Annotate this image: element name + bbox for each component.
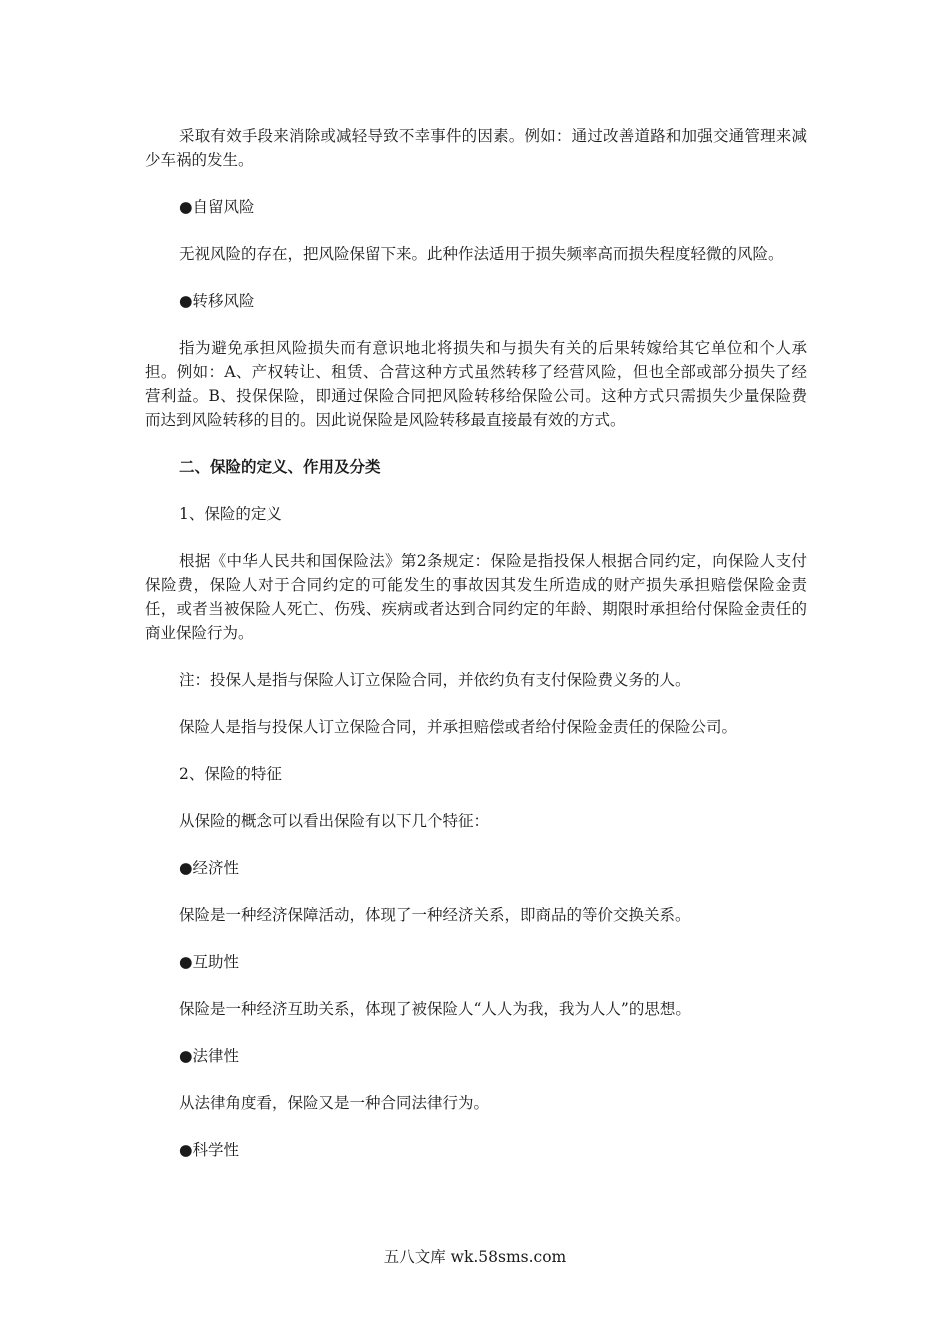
bullet-economic: ●经济性 — [179, 859, 240, 877]
subheading-insurance-features: 2、保险的特征 — [179, 765, 282, 783]
bullet-legal: ●法律性 — [179, 1047, 240, 1065]
section-heading-insurance-definition: 二、保险的定义、作用及分类 — [179, 457, 381, 476]
paragraph-economic: 保险是一种经济保障活动，体现了一种经济关系，即商品的等价交换关系。 — [179, 906, 691, 924]
paragraph-reduce-risk: 采取有效手段来消除或减轻导致不幸事件的因素。例如：通过改善道路和加强交通管理来减少车祸的发生。 — [145, 127, 807, 169]
paragraph-insurance-law-definition: 根据《中华人民共和国保险法》第2条规定：保险是指投保人根据合同约定，向保险人支付保险费，保险人对于合同约定的可能发生的事故因其发生所造成的财产损失承担赔偿保险金责任，或者当被保险人死亡、伤残、疾病或者达到合同约定的年龄、期限时承担给付保险金责任的商业保险行为。 — [145, 552, 807, 642]
bullet-transfer-risk: ●转移风险 — [179, 292, 255, 310]
note-insurer: 保险人是指与投保人订立保险合同，并承担赔偿或者给付保险金责任的保险公司。 — [179, 718, 738, 736]
paragraph-transfer-risk: 指为避免承担风险损失而有意识地北将损失和与损失有关的后果转嫁给其它单位和个人承担。例如：A、产权转让、租赁、合营这种方式虽然转移了经营风险，但也全部或部分损失了经营利益。B、投保保险，即通过保险合同把风险转移给保险公司。这种方式只需损失少量保险费而达到风险转移的目的。因此说保险是风险转移最直接最有效的方式。 — [145, 339, 807, 429]
bullet-retain-risk: ●自留风险 — [179, 198, 255, 216]
paragraph-features-intro: 从保险的概念可以看出保险有以下几个特征： — [179, 812, 490, 830]
bullet-mutual-aid: ●互助性 — [179, 953, 240, 971]
document-body — [145, 124, 807, 1185]
footer-watermark: 五八文库 wk.58sms.com — [383, 1248, 567, 1266]
paragraph-mutual-aid: 保险是一种经济互助关系，体现了被保险人“人人为我，我为人人”的思想。 — [179, 1000, 691, 1018]
bullet-scientific: ●科学性 — [179, 1141, 240, 1159]
paragraph-legal: 从法律角度看，保险又是一种合同法律行为。 — [179, 1094, 490, 1112]
note-policyholder: 注：投保人是指与保险人订立保险合同，并依约负有支付保险费义务的人。 — [179, 671, 691, 689]
subheading-insurance-definition: 1、保险的定义 — [179, 505, 282, 523]
paragraph-retain-risk: 无视风险的存在，把风险保留下来。此种作法适用于损失频率高而损失程度轻微的风险。 — [179, 245, 784, 263]
